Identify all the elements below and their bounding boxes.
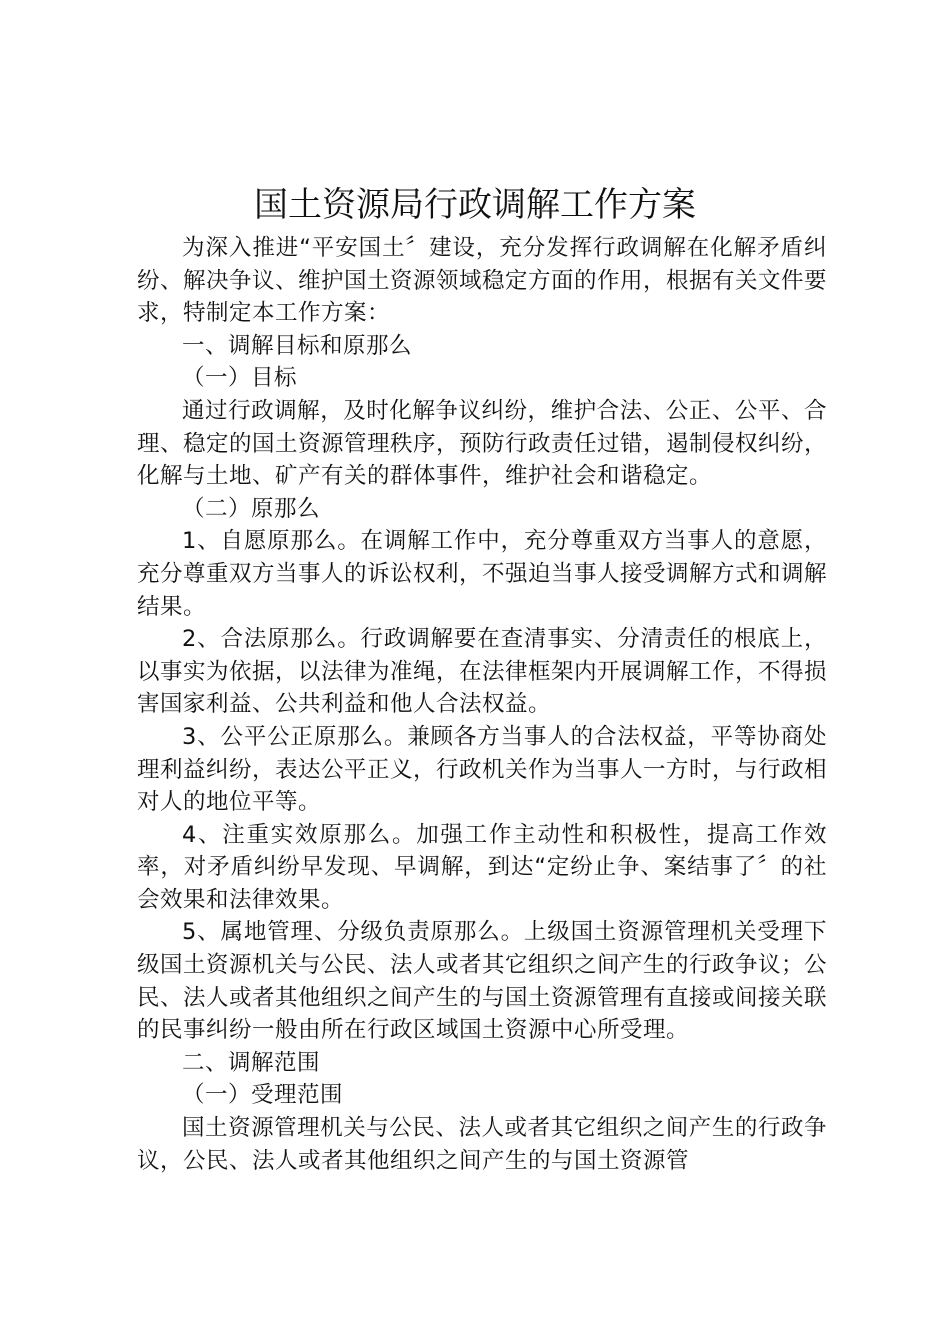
paragraph-intro: 为深入推进“平安国土〞建设，充分发挥行政调解在化解矛盾纠纷、解决争议、维护国土资源领域稳定方面的作用，根据有关文件要求，特制定本工作方案： (137, 235, 828, 327)
paragraph-principle-1: 1、自愿原那么。在调解工作中，充分尊重双方当事人的意愿，充分尊重双方当事人的诉讼权利，不强迫当事人接受调解方式和调解结果。 (137, 528, 828, 620)
paragraph-principle-5: 5、属地管理、分级负责原那么。上级国土资源管理机关受理下级国土资源机关与公民、法人或者其它组织之间产生的行政争议；公民、法人或者其他组织之间产生的与国土资源管理有直接或间接关联的民事纠纷一般由所在行政区域国土资源中心所受理。 (137, 919, 828, 1044)
heading-subsection-1-2: （二）原那么 (182, 495, 321, 522)
heading-subsection-2-1: （一）受理范围 (182, 1082, 344, 1109)
heading-subsection-1-1: （一）目标 (182, 365, 298, 392)
paragraph-principle-3: 3、公平公正原那么。兼顾各方当事人的合法权益，平等协商处理利益纠纷，表达公平正义，行政机关作为当事人一方时，与行政相对人的地位平等。 (137, 723, 828, 816)
paragraph-principle-2: 2、合法原那么。行政调解要在查清事实、分清责任的根底上，以事实为依据，以法律为准绳，在法律框架内开展调解工作，不得损害国家利益、公共利益和他人合法权益。 (137, 626, 828, 718)
heading-section-1: 一、调解目标和原那么 (182, 332, 413, 359)
paragraph-principle-4: 4、注重实效原那么。加强工作主动性和积极性，提高工作效率，对矛盾纠纷早发现、早调解，到达“定纷止争、案结事了〞的社会效果和法律效果。 (137, 821, 827, 913)
document-title: 国土资源局行政调解工作方案 (254, 185, 696, 225)
paragraph-scope: 国土资源管理机关与公民、法人或者其它组织之间产生的行政争议，公民、法人或者其他组织之间产生的与国土资源管 (137, 1115, 827, 1174)
paragraph-goal: 通过行政调解，及时化解争议纠纷，维护合法、公正、公平、合理、稳定的国土资源管理秩序，预防行政责任过错，遏制侵权纠纷，化解与土地、矿产有关的群体事件，维护社会和谐稳定。 (137, 397, 828, 490)
heading-section-2: 二、调解范围 (182, 1049, 321, 1076)
document-body (137, 232, 827, 1177)
